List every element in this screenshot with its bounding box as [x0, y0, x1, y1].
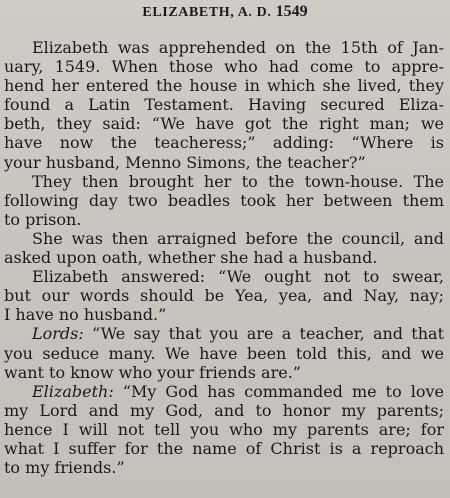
line-text: your husband, Menno Simons, the teacher?”: [4, 152, 366, 172]
text-line: [4, 420, 444, 439]
text-line: [4, 401, 444, 420]
text-line: [4, 305, 444, 324]
text-line: [4, 229, 444, 248]
header-year: 1549: [275, 3, 308, 20]
line-text: I have no husband.”: [4, 305, 167, 325]
text-line: [4, 38, 444, 57]
body-text: [4, 38, 444, 477]
line-text: following day two beadles took her between them: [4, 190, 444, 210]
line-text: you seduce many. We have been told this, and we: [4, 343, 444, 363]
text-line: [4, 344, 444, 363]
line-text: to my friends.”: [4, 458, 125, 478]
text-line: [4, 95, 444, 114]
line-text: found a Latin Testament. Having secured Eliza-: [4, 95, 444, 115]
text-line: [4, 439, 444, 458]
line-text: have now the teacheress;” adding: “Where is: [4, 133, 444, 153]
text-line: [4, 133, 444, 152]
text-line: [4, 210, 444, 229]
text-line: [4, 114, 444, 133]
line-text: Elizabeth was apprehended on the 15th of Jan-: [32, 38, 444, 57]
running-header: [0, 3, 450, 22]
text-line: [4, 363, 444, 382]
line-text: beth, they said: “We have got the right man; we: [4, 114, 444, 134]
text-line: [4, 76, 444, 95]
text-line: [4, 191, 444, 210]
line-text: hence I will not tell you who my parents are; for: [4, 419, 444, 439]
speaker-label: Elizabeth:: [32, 381, 114, 401]
line-text: “We say that you are a teacher, and that: [83, 324, 444, 344]
text-line: [4, 172, 444, 191]
text-line: [4, 382, 444, 401]
line-text: what I suffer for the name of Christ is a reproach: [4, 438, 444, 458]
line-text: to prison.: [4, 209, 82, 229]
text-line: [4, 286, 444, 305]
header-title: ELIZABETH, A. D.: [142, 5, 272, 20]
speaker-label: Lords:: [32, 324, 84, 344]
text-line: [4, 57, 444, 76]
line-text: but our words should be Yea, yea, and Nay, nay;: [4, 286, 444, 306]
text-line: [4, 458, 444, 477]
text-line: [4, 248, 444, 267]
line-text: She was then arraigned before the council, and: [32, 228, 444, 248]
line-text: hend her entered the house in which she lived, they: [4, 76, 444, 96]
line-text: uary, 1549. When those who had come to appre-: [4, 57, 444, 77]
text-line: [4, 153, 444, 172]
line-text: Elizabeth answered: “We ought not to swear,: [32, 267, 444, 287]
text-line: [4, 267, 444, 286]
line-text: my Lord and my God, and to honor my parents;: [4, 400, 444, 420]
line-text: “My God has commanded me to love: [113, 381, 444, 401]
line-text: asked upon oath, whether she had a husband.: [4, 248, 378, 268]
line-text: want to know who your friends are.”: [4, 362, 301, 382]
line-text: They then brought her to the town-house. The: [32, 171, 444, 191]
text-line: [4, 324, 444, 343]
